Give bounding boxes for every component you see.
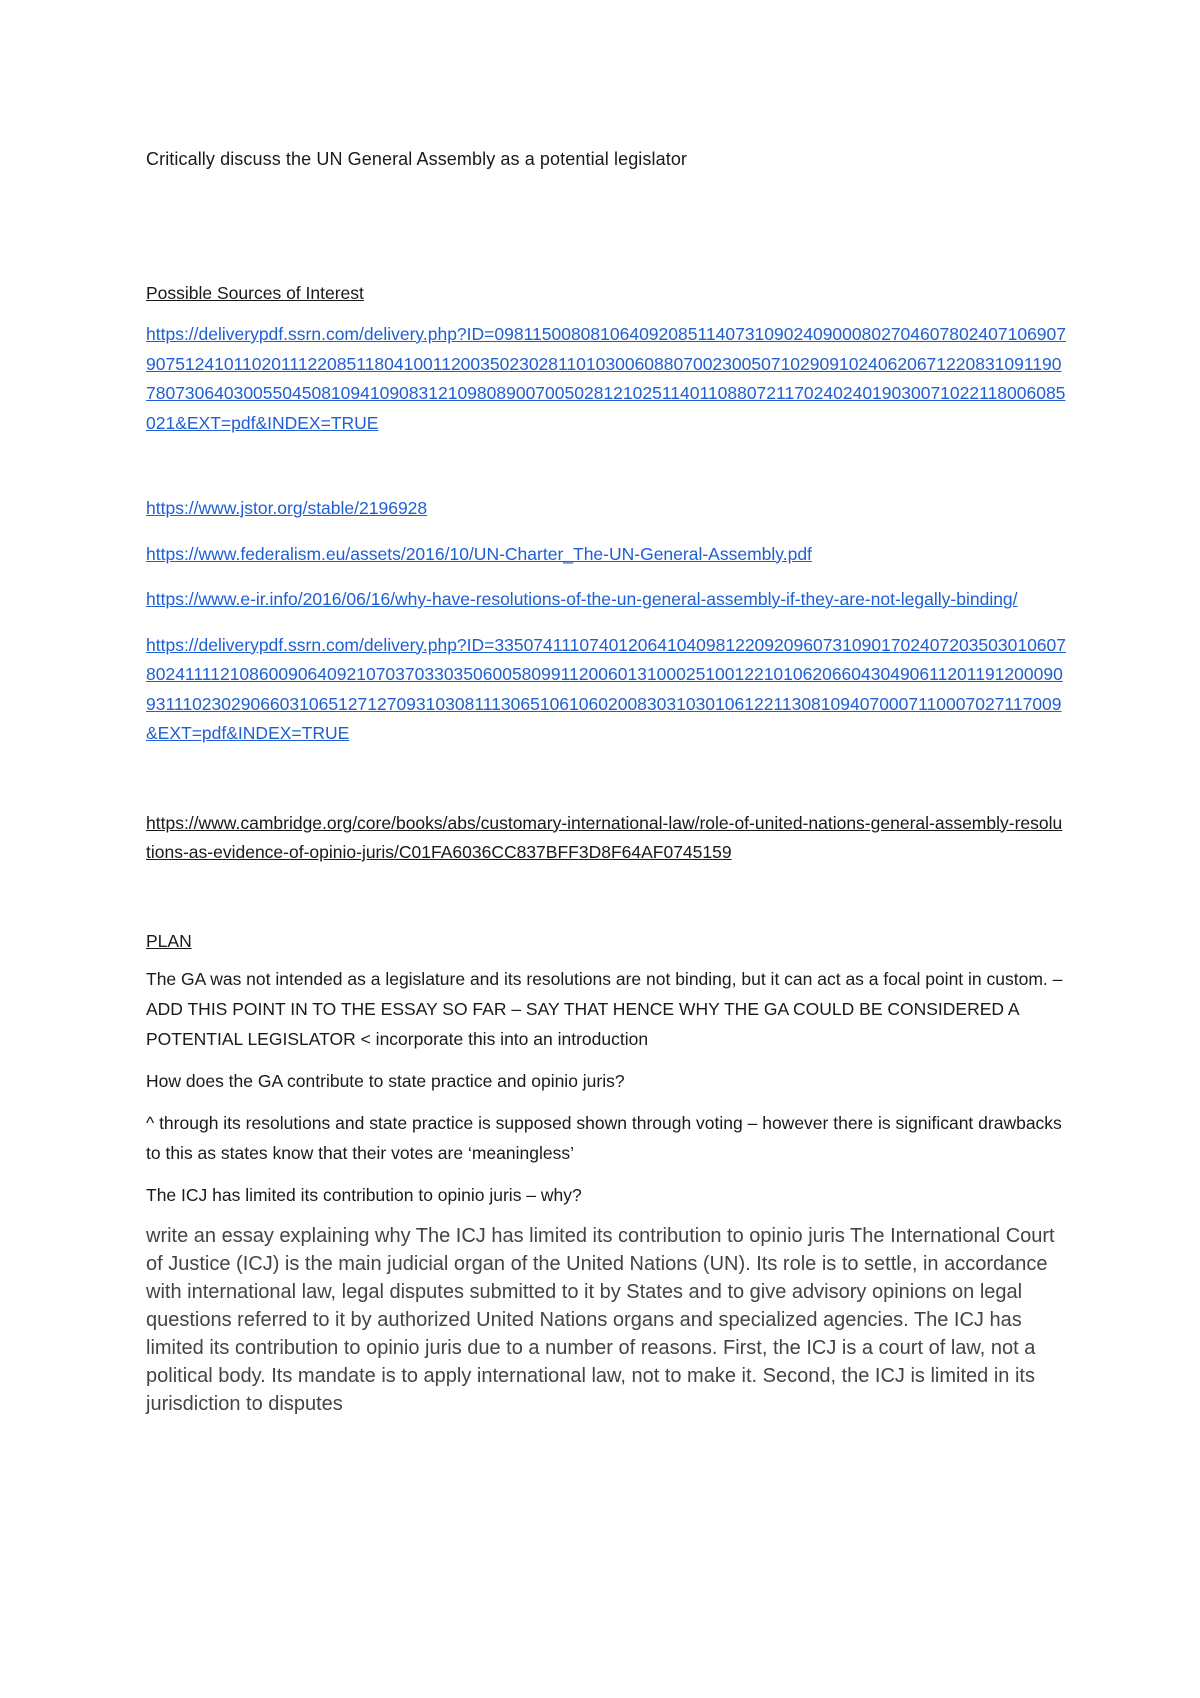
plan-paragraph-1: The GA was not intended as a legislature and its resolutions are not binding, but it can act as a focal point in custom. – ADD THIS POINT IN TO THE ESSAY SO FAR – SAY THAT HENCE WHY THE GA COULD BE CONSIDERED A POTENTIAL LEGISLATOR < incorporate this into an introduction [146,968,1063,1049]
source-link-ssrn-2[interactable]: https://deliverypdf.ssrn.com/delivery.php?ID=335074111074012064104098122092096073109017024072035030106078024111121086009064092107037033035060058099112006013100025100122101062066043049061120119120009093111023029066031065127127093103081113065106106020083031030106122113081094070007110007027117009&EXT=pdf&INDEX=TRUE [146,634,1067,743]
source-link-cambridge[interactable]: https://www.cambridge.org/core/books/abs/customary-international-law/role-of-united-nations-general-assembly-resolutions-as-evidence-of-opinio-juris/C01FA6036CC837BFF3D8F64AF0745159 [146,812,1063,862]
essay-text: write an essay explaining why The ICJ has limited its contribution to opinio juris The International Court of Justice (ICJ) is the main judicial organ of the United Nations (UN). Its role is to settle, in accordance with international law, legal disputes submitted to it by States and to give advisory opinions on legal questions referred to it by authorized United Nations organs and specialized agencies. The ICJ has limited its contribution to opinio juris due to a number of reasons. First, the ICJ is a court of law, not a political body. Its mandate is to apply international law, not to make it. Second, the ICJ is limited in its jurisdiction to disputes [146,1224,1055,1415]
plan-paragraph-3: ^ through its resolutions and state practice is supposed shown through voting – however there is significant drawbacks to this as states know that their votes are ‘meaningless’ [146,1112,1062,1163]
sources-heading: Possible Sources of Interest [146,283,364,303]
document-content [146,146,1066,1418]
source-link-federalism[interactable]: https://www.federalism.eu/assets/2016/10/UN-Charter_The-UN-General-Assembly.pdf [146,543,812,564]
plan-paragraph-2: How does the GA contribute to state practice and opinio juris? [146,1070,625,1091]
source-link-e-ir[interactable]: https://www.e-ir.info/2016/06/16/why-have-resolutions-of-the-un-general-assembly-if-they-are-not-legally-binding/ [146,589,1018,609]
plan-paragraph-4: The ICJ has limited its contribution to opinio juris – why? [146,1184,582,1205]
source-link-ssrn-1[interactable]: https://deliverypdf.ssrn.com/delivery.php?ID=098115008081064092085114073109024090008027046078024071069079075124101102011122085118041001120035023028110103006088070023005071029091024062067122083109119078073064030055045081094109083121098089007005028121025114011088072117024024019030071022118006085021&EXT=pdf&INDEX=TRUE [146,324,1067,433]
document-title: Critically discuss the UN General Assembly as a potential legislator [146,149,688,169]
plan-heading: PLAN [146,930,192,951]
source-link-jstor[interactable]: https://www.jstor.org/stable/2196928 [146,498,428,518]
